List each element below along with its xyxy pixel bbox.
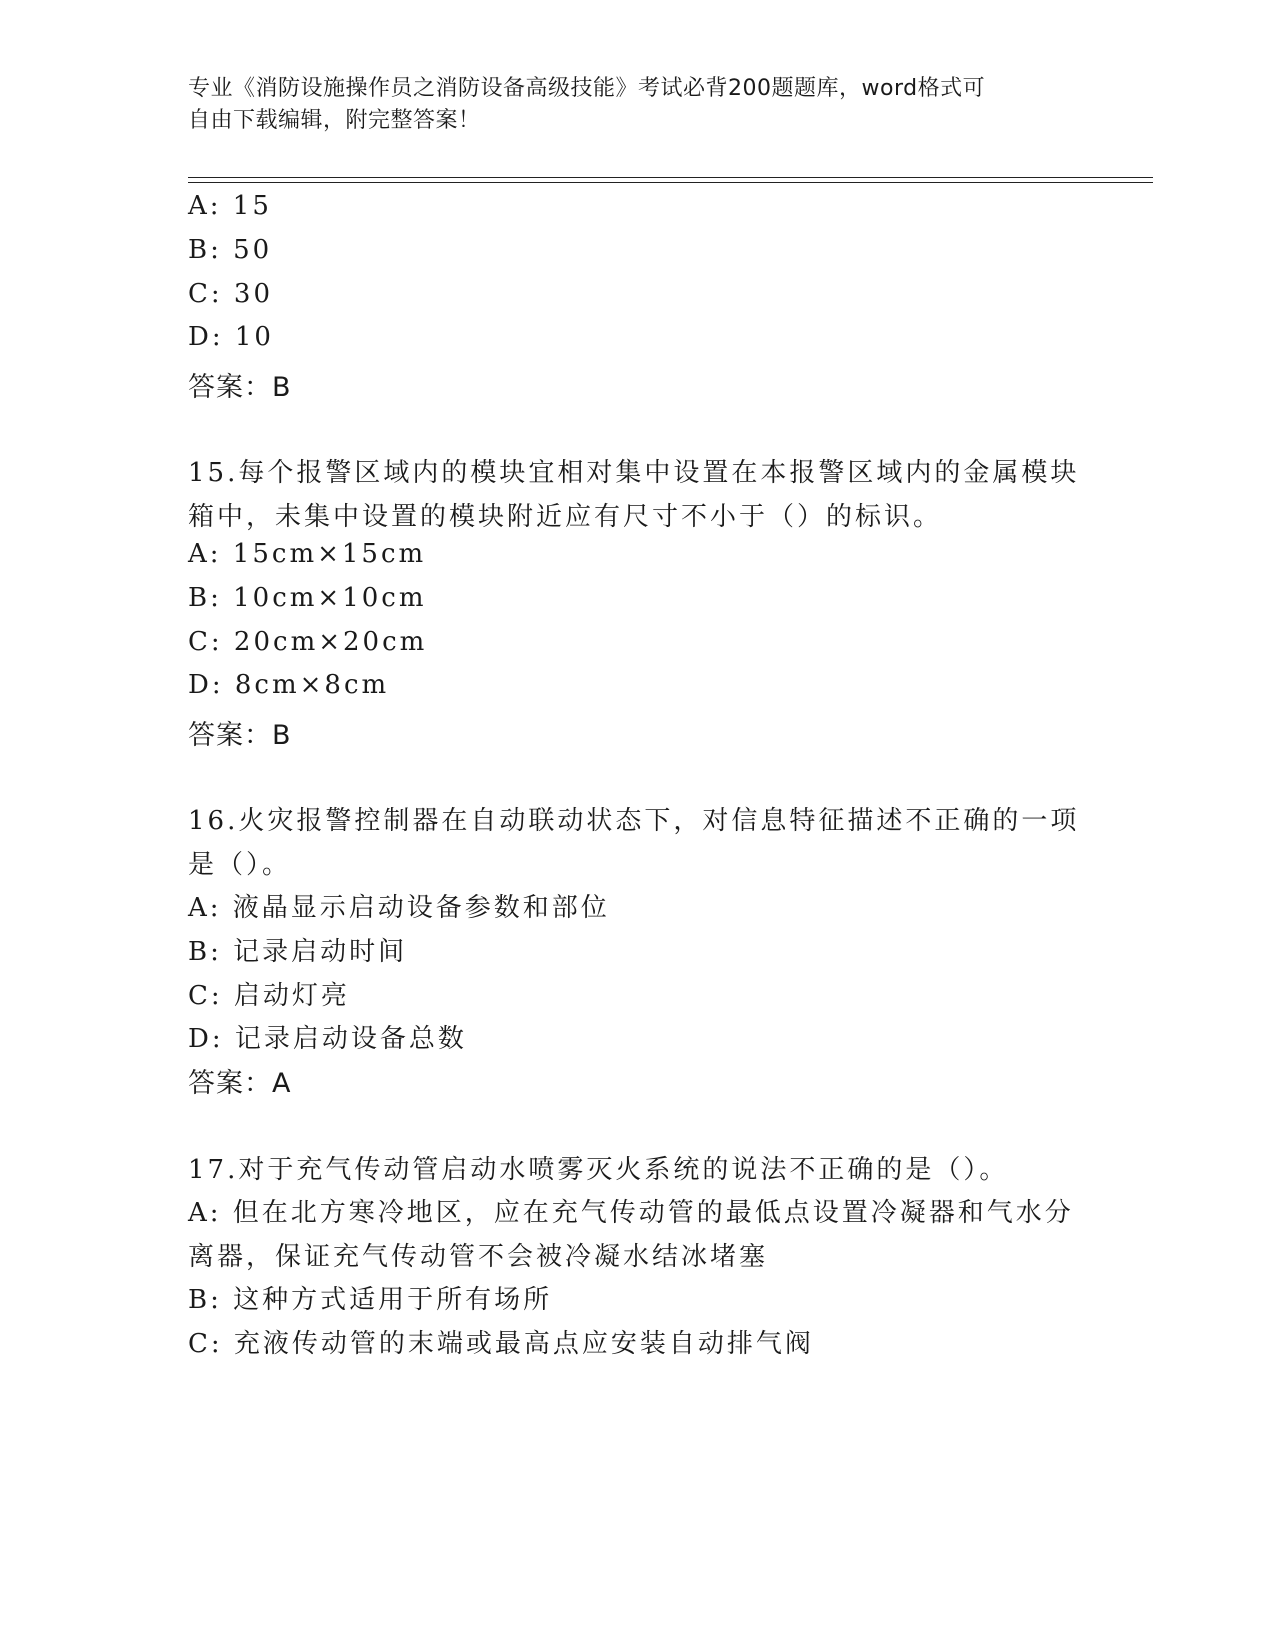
answer: 答案：B <box>188 720 292 751</box>
option-b: B: 50 <box>188 235 273 265</box>
option-c: C: 20cm×20cm <box>188 627 428 657</box>
question-stem-line-2: 是（）。 <box>188 850 292 880</box>
question-stem-line-2: 箱中，未集中设置的模块附近应有尺寸不小于（）的标识。 <box>188 502 943 532</box>
option-b: B: 这种方式适用于所有场所 <box>188 1285 553 1315</box>
option-a: A: 15 <box>188 191 272 221</box>
option-a-line-1: A: 但在北方寒冷地区，应在充气传动管的最低点设置冷凝器和气水分 <box>188 1198 1074 1228</box>
answer: 答案：A <box>188 1068 292 1099</box>
option-d: D: 10 <box>188 322 274 352</box>
option-c: C: 30 <box>188 279 274 309</box>
option-d: D: 记录启动设备总数 <box>188 1024 467 1054</box>
option-d: D: 8cm×8cm <box>188 670 390 700</box>
answer: 答案：B <box>188 372 292 403</box>
header-line-1: 专业《消防设施操作员之消防设备高级技能》考试必背200题题库，word格式可 <box>188 76 986 101</box>
header-line-2: 自由下载编辑，附完整答案！ <box>188 108 481 133</box>
option-a-line-2: 离器，保证充气传动管不会被冷凝水结冰堵塞 <box>188 1242 769 1272</box>
question-stem-line-1: 17.对于充气传动管启动水喷雾灭火系统的说法不正确的是（）。 <box>188 1155 1009 1185</box>
option-b: B: 10cm×10cm <box>188 583 427 613</box>
question-stem-line-1: 16.火灾报警控制器在自动联动状态下，对信息特征描述不正确的一项 <box>188 806 1080 836</box>
option-c: C: 启动灯亮 <box>188 981 350 1011</box>
document-header <box>188 73 1068 137</box>
question-stem-line-1: 15.每个报警区域内的模块宜相对集中设置在本报警区域内的金属模块 <box>188 458 1080 488</box>
option-a: A: 15cm×15cm <box>188 539 427 569</box>
header-divider-top <box>188 177 1153 178</box>
header-divider-bottom <box>188 182 1153 183</box>
option-a: A: 液晶显示启动设备参数和部位 <box>188 893 610 923</box>
option-c: C: 充液传动管的末端或最高点应安装自动排气阀 <box>188 1329 814 1359</box>
option-b: B: 记录启动时间 <box>188 937 408 967</box>
